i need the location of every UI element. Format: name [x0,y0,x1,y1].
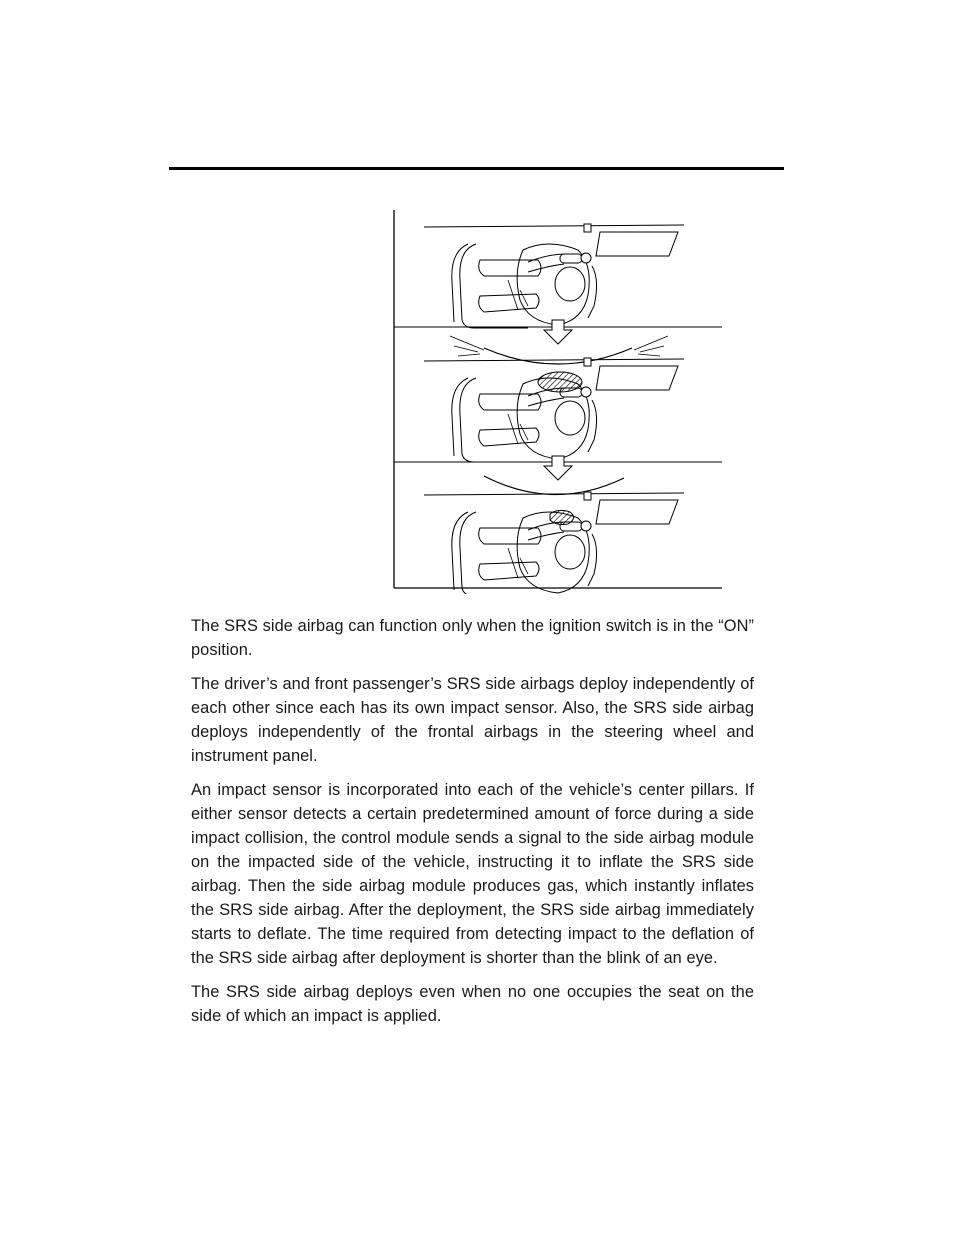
paragraph-independent-deployment: The driver’s and front passenger’s SRS side airbags deploy independently of each other since each has its own impact sensor. Also, the SRS side airbag deploys independently of the frontal airbags in the steering wheel and instrument panel. [191,675,754,765]
header-rule [169,167,784,170]
body-text [191,614,754,1038]
side-airbag-deployment-illustration [388,208,728,594]
paragraph-ignition: The SRS side airbag can function only when the ignition switch is in the “ON” position. [191,617,754,659]
paragraph-impact-sensor: An impact sensor is incorporated into each of the vehicle’s center pillars. If either sensor detects a certain predetermined amount of force during a side impact collision, the control module sends a signal to the side airbag module on the impacted side of the vehicle, instructing it to inflate the SRS side airbag. Then the side airbag module produces gas, which instantly inflates the SRS side airbag. After the deployment, the SRS side airbag immediately starts to deflate. The time required from detecting impact to the deflation of the SRS side airbag after deployment is shorter than the blink of an eye. [191,781,754,967]
paragraph-unoccupied-seat: The SRS side airbag deploys even when no one occupies the seat on the side of which an impact is applied. [191,983,754,1025]
